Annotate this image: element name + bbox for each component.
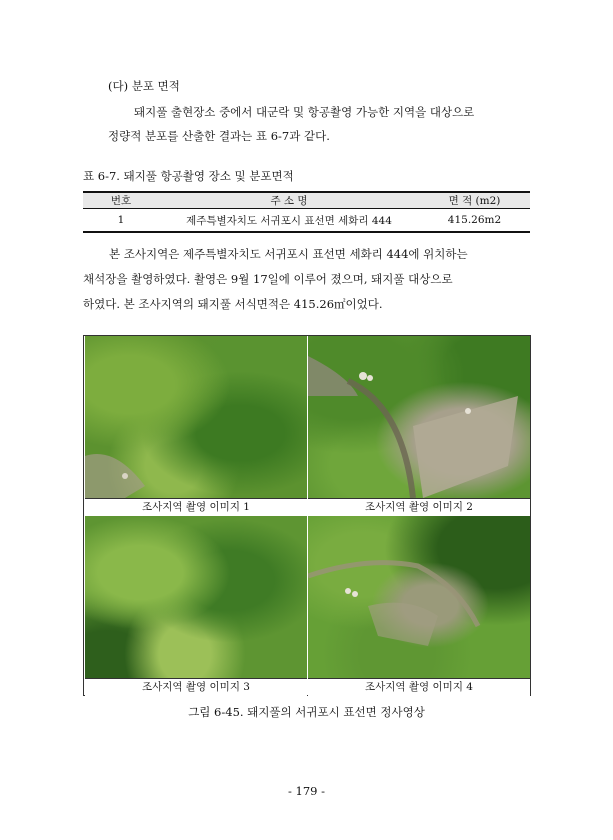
- image-label-2: 조사지역 촬영 이미지 2: [308, 498, 530, 516]
- table-caption: 표 6-7. 돼지풀 항공촬영 장소 및 분포면적: [83, 169, 294, 183]
- aerial-photo-2: [308, 336, 530, 498]
- image-cell-4: [308, 516, 530, 695]
- header-area: 면 적 (m2): [419, 192, 530, 209]
- survey-line-2: 채석장을 촬영하였다. 촬영은 9월 17일에 이루어 졌으며, 돼지풀 대상으로: [83, 272, 453, 286]
- distribution-table: [83, 191, 530, 233]
- intro-line-2: 정량적 분포를 산출한 결과는 표 6-7과 같다.: [108, 129, 330, 143]
- figure-caption: 그림 6-45. 돼지풀의 서귀포시 표선면 정사영상: [188, 705, 425, 719]
- image-label-4: 조사지역 촬영 이미지 4: [308, 678, 530, 696]
- cell-area: 415.26m2: [419, 209, 530, 233]
- aerial-image-grid: [83, 335, 531, 696]
- image-cell-1: [85, 336, 307, 515]
- survey-line-1: 본 조사지역은 제주특별자치도 서귀포시 표선면 세화리 444에 위치하는: [109, 247, 468, 261]
- page-number: - 179 -: [287, 784, 326, 798]
- section-heading: (다) 분포 면적: [108, 79, 180, 93]
- aerial-photo-3: [85, 516, 307, 678]
- image-label-1: 조사지역 촬영 이미지 1: [85, 498, 307, 516]
- cell-number: 1: [83, 209, 159, 233]
- image-cell-3: [85, 516, 307, 695]
- table-row: [83, 209, 530, 233]
- aerial-photo-4: [308, 516, 530, 678]
- survey-paragraph: [83, 242, 533, 317]
- intro-line-1: 돼지풀 출현장소 중에서 대군락 및 항공촬영 가능한 지역을 대상으로: [134, 105, 475, 119]
- image-cell-2: [308, 336, 530, 515]
- survey-line-3: 하였다. 본 조사지역의 돼지풀 서식면적은 415.26㎡이었다.: [83, 297, 383, 311]
- header-number: 번호: [83, 192, 159, 209]
- table-header-row: [83, 192, 530, 209]
- intro-paragraph: [108, 100, 536, 148]
- image-label-3: 조사지역 촬영 이미지 3: [85, 678, 307, 696]
- cell-address: 제주특별자치도 서귀포시 표선면 세화리 444: [159, 209, 419, 233]
- aerial-photo-1: [85, 336, 307, 498]
- header-address: 주 소 명: [159, 192, 419, 209]
